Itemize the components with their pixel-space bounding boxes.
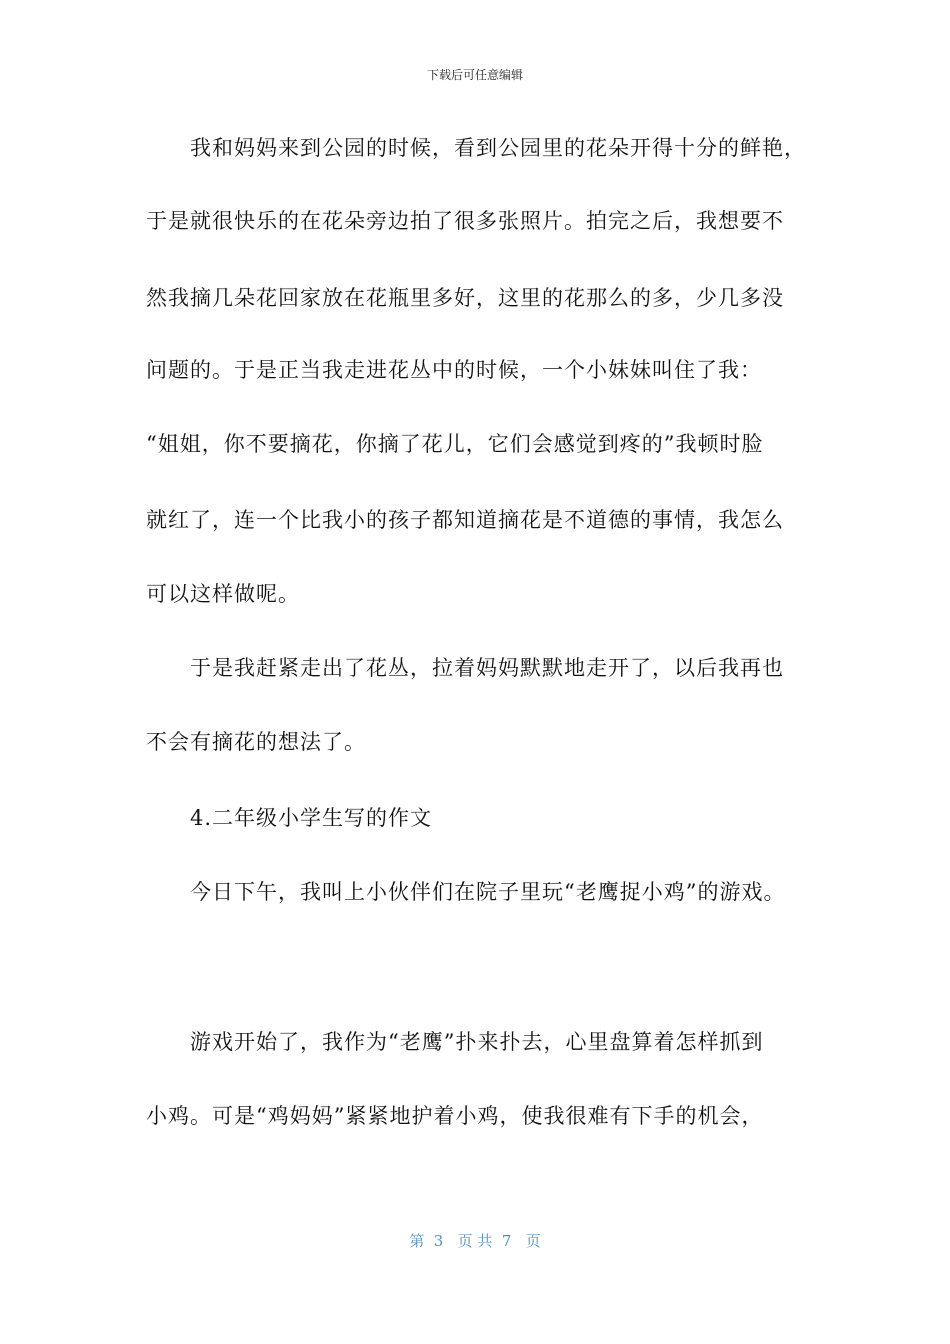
paragraph-line-10: 今日下午，我叫上小伙伴们在院子里玩“老鹰捉小鸡”的游戏。 — [190, 880, 786, 904]
paragraph-line-7: 可以这样做呢。 — [146, 582, 300, 606]
paragraph-line-1: 我和妈妈来到公园的时候，看到公园里的花朵开得十分的鲜艳， — [190, 136, 806, 160]
page-number-footer: 第 3 页 共 7 页 — [409, 1232, 541, 1250]
paragraph-line-9: 不会有摘花的想法了。 — [146, 730, 366, 754]
paragraph-line-4: 问题的。于是正当我走进花丛中的时候，一个小妹妹叫住了我： — [146, 358, 762, 382]
paragraph-line-2: 于是就很快乐的在花朵旁边拍了很多张照片。拍完之后，我想要不 — [146, 209, 784, 233]
paragraph-line-11: 游戏开始了，我作为“老鹰”扑来扑去，心里盘算着怎样抓到 — [190, 1030, 764, 1054]
paragraph-line-6: 就红了，连一个比我小的孩子都知道摘花是不道德的事情，我怎么 — [146, 508, 784, 532]
paragraph-line-3: 然我摘几朵花回家放在花瓶里多好，这里的花那么的多，少几多没 — [146, 286, 784, 310]
section-heading: 4.二年级小学生写的作文 — [190, 806, 433, 830]
page-header-note: 下载后可任意编辑 — [426, 68, 523, 82]
paragraph-line-5: “姐姐，你不要摘花，你摘了花儿，它们会感觉到疼的”我顿时脸 — [146, 432, 764, 456]
paragraph-line-8: 于是我赶紧走出了花丛，拉着妈妈默默地走开了，以后我再也 — [190, 656, 784, 680]
paragraph-line-12: 小鸡。可是“鸡妈妈”紧紧地护着小鸡，使我很难有下手的机会， — [146, 1104, 764, 1128]
